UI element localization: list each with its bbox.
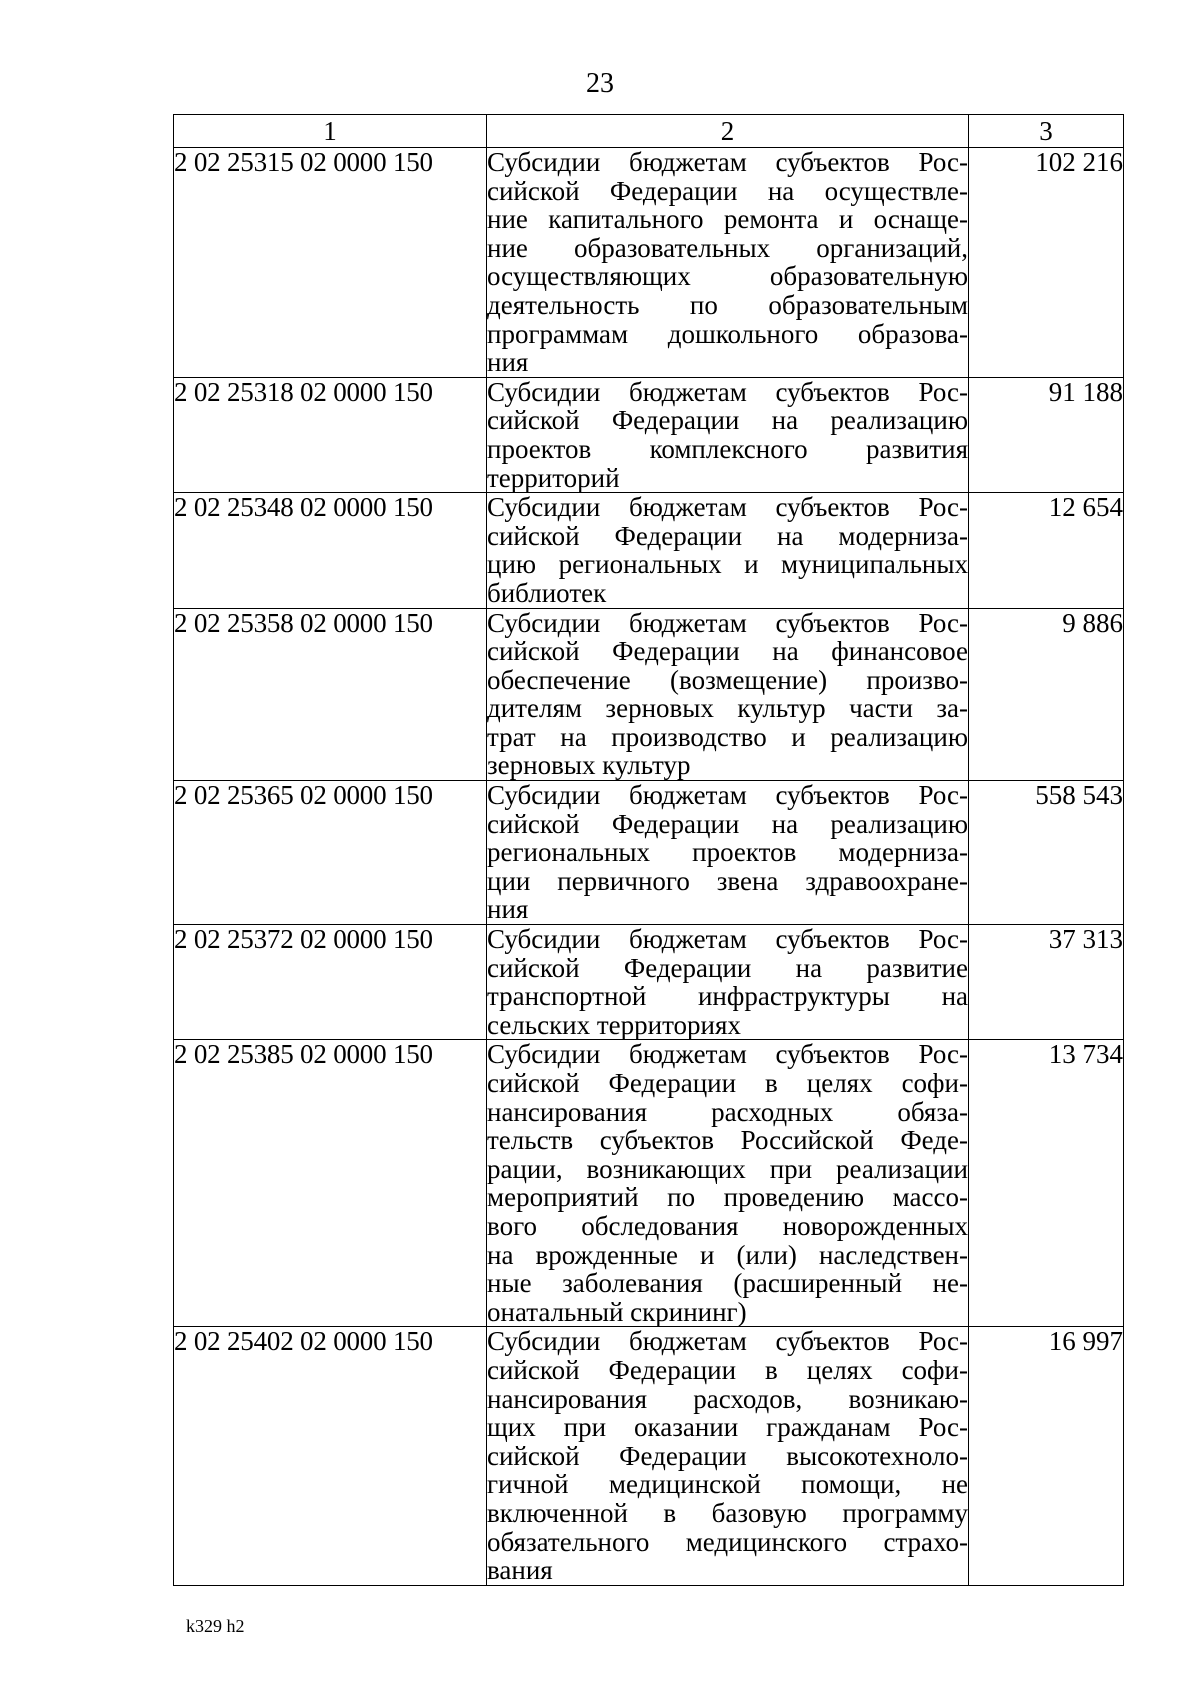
description-line: онатальный скрининг) <box>487 1296 747 1327</box>
budget-table <box>173 114 1124 1586</box>
description-line: Субсидии бюджетам субъектов Рос- <box>487 780 968 811</box>
description-line: ции первичного звена здравоохране- <box>487 865 968 896</box>
column-header-1: 1 <box>174 115 487 148</box>
description-line: трат на производство и реализацию <box>487 721 968 752</box>
description-line: Субсидии бюджетам субъектов Рос- <box>487 492 968 523</box>
description-line: обеспечение (возмещение) произво- <box>487 664 968 695</box>
description-cell <box>487 1327 969 1585</box>
page-number: 23 <box>586 68 614 99</box>
description-line: включенной в базовую программу <box>487 1497 968 1528</box>
description-line: вого обследования новорожденных <box>487 1210 968 1241</box>
column-header-3: 3 <box>969 115 1124 148</box>
description-line: рации, возникающих при реализации <box>487 1153 968 1184</box>
description-line: сийской Федерации высокотехноло- <box>487 1440 968 1471</box>
amount-cell: 13 734 <box>969 1040 1124 1327</box>
description-line: сийской Федерации на реализацию <box>487 808 968 839</box>
document-id: k329 h2 <box>186 1616 245 1636</box>
description-cell <box>487 1040 969 1327</box>
description-line: ние капитального ремонта и оснаще- <box>487 204 968 235</box>
description-line: деятельность по образовательным <box>487 289 968 320</box>
description-cell <box>487 493 969 608</box>
amount-cell: 9 886 <box>969 608 1124 781</box>
table-body <box>174 148 1124 1586</box>
description-cell <box>487 781 969 925</box>
description-line: Субсидии бюджетам субъектов Рос- <box>487 1326 968 1357</box>
description-line: нансирования расходных обяза- <box>487 1096 968 1127</box>
budget-code-cell: 2 02 25372 02 0000 150 <box>174 925 487 1040</box>
table-row <box>174 925 1124 1040</box>
description-line: ния <box>487 347 529 378</box>
table-row <box>174 148 1124 378</box>
description-cell <box>487 377 969 492</box>
description-line: сийской Федерации на осуществле- <box>487 175 968 206</box>
budget-code-cell: 2 02 25385 02 0000 150 <box>174 1040 487 1327</box>
description-line: Субсидии бюджетам субъектов Рос- <box>487 924 968 955</box>
description-line: библиотек <box>487 577 607 608</box>
description-line: цию региональных и муниципальных <box>487 549 968 580</box>
description-line: транспортной инфраструктуры на <box>487 981 968 1012</box>
description-line: проектов комплексного развития <box>487 433 968 464</box>
description-line: Субсидии бюджетам субъектов Рос- <box>487 147 968 177</box>
table-row <box>174 377 1124 492</box>
amount-cell: 12 654 <box>969 493 1124 608</box>
description-line: сийской Федерации на модерниза- <box>487 520 968 551</box>
description-cell <box>487 925 969 1040</box>
header-row <box>174 115 1124 148</box>
description-cell <box>487 148 969 378</box>
description-line: мероприятий по проведению массо- <box>487 1182 968 1213</box>
description-line: программам дошкольного образова- <box>487 318 968 349</box>
amount-cell: 102 216 <box>969 148 1124 378</box>
description-line: вания <box>487 1555 553 1586</box>
description-line: обязательного медицинского страхо- <box>487 1526 968 1557</box>
description-line: нансирования расходов, возникаю- <box>487 1383 968 1414</box>
amount-cell: 91 188 <box>969 377 1124 492</box>
description-line: дителям зерновых культур части за- <box>487 693 968 724</box>
description-line: Субсидии бюджетам субъектов Рос- <box>487 1039 968 1070</box>
description-line: гичной медицинской помощи, не <box>487 1469 968 1500</box>
column-header-2: 2 <box>487 115 969 148</box>
description-line: территорий <box>487 462 620 493</box>
description-line: сийской Федерации на финансовое <box>487 636 968 667</box>
description-line: сийской Федерации в целях софи- <box>487 1354 968 1385</box>
description-line: сийской Федерации на реализацию <box>487 405 968 436</box>
budget-code-cell: 2 02 25365 02 0000 150 <box>174 781 487 925</box>
description-line: сийской Федерации на развитие <box>487 952 968 983</box>
table-row <box>174 781 1124 925</box>
table-row <box>174 493 1124 608</box>
description-cell <box>487 608 969 781</box>
budget-code-cell: 2 02 25318 02 0000 150 <box>174 377 487 492</box>
table-row <box>174 1040 1124 1327</box>
amount-cell: 16 997 <box>969 1327 1124 1585</box>
table-row <box>174 608 1124 781</box>
description-line: ния <box>487 894 529 925</box>
table-header <box>174 115 1124 148</box>
description-line: региональных проектов модерниза- <box>487 837 968 868</box>
description-line: сельских территориях <box>487 1009 741 1040</box>
budget-code-cell: 2 02 25402 02 0000 150 <box>174 1327 487 1585</box>
description-line: сийской Федерации в целях софи- <box>487 1068 968 1098</box>
amount-cell: 558 543 <box>969 781 1124 925</box>
description-line: зерновых культур <box>487 750 691 781</box>
description-line: ные заболевания (расширенный не- <box>487 1268 968 1299</box>
budget-code-cell: 2 02 25358 02 0000 150 <box>174 608 487 781</box>
description-line: Субсидии бюджетам субъектов Рос- <box>487 376 968 407</box>
description-line: щих при оказании гражданам Рос- <box>487 1412 968 1443</box>
table-row <box>174 1327 1124 1585</box>
description-line: осуществляющих образовательную <box>487 261 968 292</box>
description-line: ние образовательных организаций, <box>487 232 968 263</box>
description-line: на врожденные и (или) наследствен- <box>487 1239 968 1270</box>
budget-code-cell: 2 02 25348 02 0000 150 <box>174 493 487 608</box>
amount-cell: 37 313 <box>969 925 1124 1040</box>
description-line: тельств субъектов Российской Феде- <box>487 1125 968 1156</box>
description-line: Субсидии бюджетам субъектов Рос- <box>487 607 968 638</box>
budget-code-cell: 2 02 25315 02 0000 150 <box>174 148 487 378</box>
